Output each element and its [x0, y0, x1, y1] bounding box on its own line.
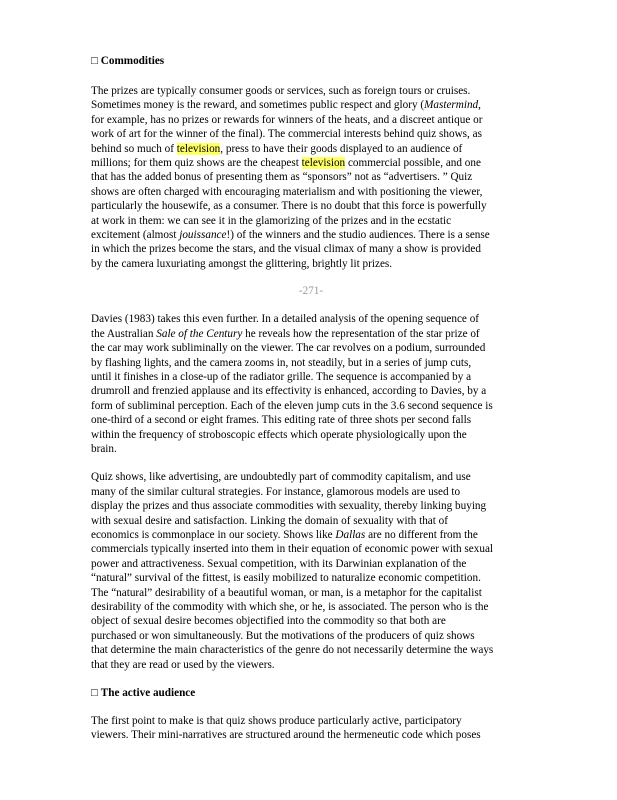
- text-line: many of the similar cultural strategies. For instance, glamorous models are used to: [91, 485, 461, 498]
- text-line: display the prizes and thus associate commodities with sexuality, thereby linking buying: [91, 500, 487, 513]
- document-page: [91, 54, 531, 743]
- text-line: drumroll and frenzied applause and its effectivity is enhanced, according to Davies, by a: [91, 385, 487, 398]
- text-line: power and attractiveness. Sexual competition, with its Darwinian explanation of the: [91, 557, 467, 570]
- text-line: [91, 228, 531, 242]
- text-run: excitement (almost: [91, 229, 180, 242]
- text-line: that they are read or used by the viewers.: [91, 658, 275, 671]
- text-run: commercial possible, and one: [345, 157, 481, 170]
- text-line: at work in them: we can see it in the glamorizing of the prizes and in the ecstatic: [91, 214, 452, 227]
- text-line: form of subliminal perception. Each of the eleven jump cuts in the 3.6 second sequence is: [91, 399, 493, 412]
- text-line: [91, 98, 531, 112]
- text-line: brain.: [91, 442, 117, 455]
- checkbox-bullet-icon: □: [91, 687, 98, 700]
- text-line: by the camera luxuriating amongst the glittering, brightly lit prizes.: [91, 257, 393, 270]
- text-run: ,: [478, 99, 481, 112]
- text-line: The prizes are typically consumer goods or services, such as foreign tours or cruises.: [91, 85, 471, 97]
- italic-term: jouissance: [179, 229, 227, 242]
- text-line: desirability of the commodity with which she, or he, is associated. The person who is the: [91, 601, 489, 613]
- italic-title: Mastermind: [424, 99, 479, 112]
- text-line: for example, has no prizes or rewards for winners of the heats, and a discreet antique or: [91, 113, 483, 126]
- text-line: in which the prizes become the stars, and the visual climax of many a show is provided: [91, 243, 481, 256]
- italic-title: Sale of the Century: [156, 327, 243, 340]
- text-run: he reveals how the representation of the star prize of: [242, 327, 480, 340]
- paragraph-davies: [91, 312, 531, 456]
- text-line: that determine the main characteristics of the genre do not necessarily determine the ways: [91, 644, 494, 657]
- text-line: [91, 142, 531, 156]
- text-line: viewers. Their mini-narratives are structured around the hermeneutic code which poses: [91, 729, 481, 742]
- text-line: [91, 327, 531, 341]
- section-heading-active-audience: [91, 686, 531, 701]
- text-line: The first point to make is that quiz shows produce particularly active, participatory: [91, 715, 462, 728]
- text-line: “natural” survival of the fittest, is easily mobilized to naturalize economic competition.: [91, 572, 481, 585]
- text-run: Sometimes money is the reward, and sometimes public respect and glory (: [91, 99, 425, 112]
- text-line: until it finishes in a close-up of the radiator grille. The sequence is accompanied by a: [91, 370, 472, 383]
- paragraph-commodity-capitalism: [91, 470, 531, 672]
- text-line: commercials typically inserted into them in their equation of economic power with sexual: [91, 543, 494, 556]
- text-line: [91, 156, 531, 170]
- text-line: object of sexual desire becomes objectified into the commodity so that both are: [91, 615, 446, 628]
- text-run: !) of the winners and the studio audiences. There is a sense: [226, 229, 490, 242]
- text-line: within the frequency of stroboscopic effects which operate physiologically upon the: [91, 428, 467, 441]
- search-highlight: television: [176, 142, 221, 155]
- heading-text: Commodities: [100, 55, 165, 67]
- text-line: the car may work subliminally on the viewer. The car revolves on a podium, surrounded: [91, 342, 486, 355]
- checkbox-bullet-icon: □: [91, 55, 98, 67]
- text-line: that has the added bonus of presenting them as “sponsors” not as “advertisers. ” Quiz: [91, 171, 473, 184]
- text-run: behind so much of: [91, 142, 177, 155]
- italic-title: Dallas: [335, 528, 366, 541]
- text-line: one-third of a second or eight frames. This editing rate of three shots per second falls: [91, 414, 472, 427]
- text-line: purchased or won simultaneously. But the motivations of the producers of quiz shows: [91, 629, 475, 642]
- text-line: Davies (1983) takes this even further. In a detailed analysis of the opening sequence of: [91, 313, 480, 326]
- text-line: with sexual desire and satisfaction. Linking the domain of sexuality with that of: [91, 514, 448, 527]
- text-run: are no different from the: [365, 528, 478, 541]
- section-heading-commodities: [91, 54, 531, 69]
- paragraph-prizes: [91, 84, 531, 271]
- text-line: by flashing lights, and the camera zooms in, not steadily, but in a series of jump cuts,: [91, 356, 472, 369]
- text-line: Quiz shows, like advertising, are undoubtedly part of commodity capitalism, and use: [91, 471, 471, 484]
- text-run: economics is commonplace in our society. Shows like: [91, 528, 336, 541]
- text-line: shows are often charged with encouraging materialism and with positioning the viewer,: [91, 185, 483, 198]
- text-line: particularly the housewife, as a consumer. There is no doubt that this force is powerfully: [91, 200, 487, 213]
- text-run: millions; for them quiz shows are the cheapest: [91, 157, 302, 170]
- paragraph-active-viewers: [91, 714, 531, 743]
- text-run: the Australian: [91, 327, 157, 340]
- heading-text: The active audience: [100, 687, 196, 700]
- text-line: The “natural” desirability of a beautiful woman, or man, is a metaphor for the capitalist: [91, 586, 482, 599]
- text-run: , press to have their goods displayed to an audience of: [220, 142, 463, 155]
- text-line: work of art for the winner of the final). The commercial interests behind quiz shows, as: [91, 128, 482, 141]
- text-line: [91, 528, 531, 542]
- search-highlight: television: [301, 157, 346, 170]
- page-number: -271-: [298, 285, 324, 298]
